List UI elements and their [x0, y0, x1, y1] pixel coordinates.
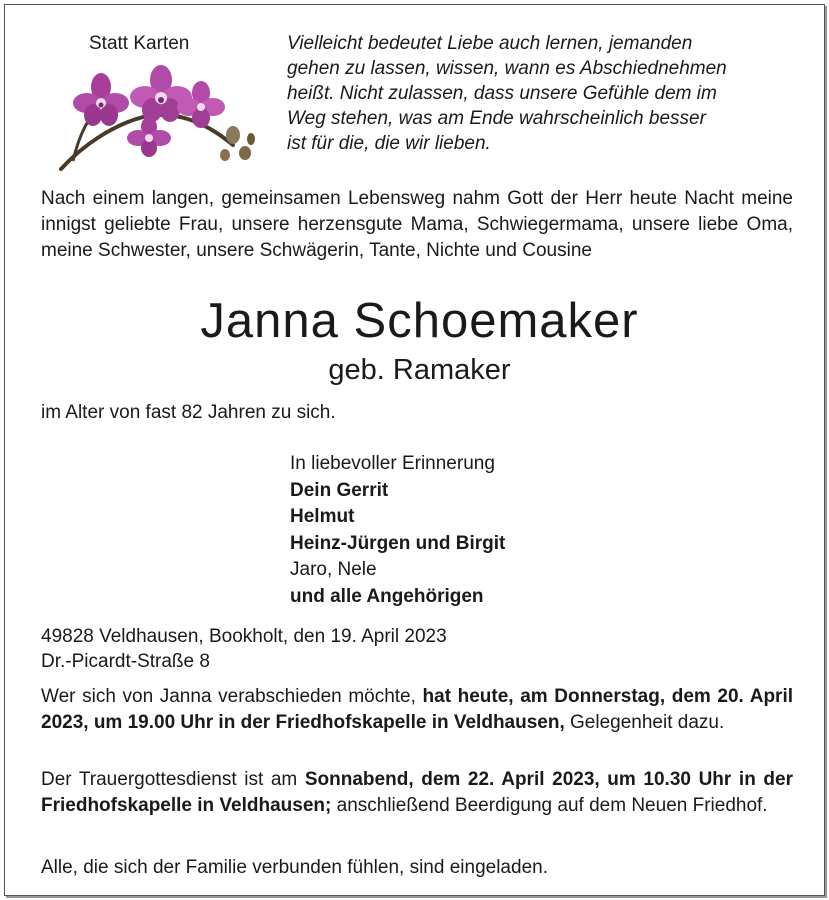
- service-paragraph: [41, 767, 793, 819]
- address-line: 49828 Veldhausen, Bookholt, den 19. April 2023: [41, 626, 447, 647]
- mourner-name: Dein Gerrit: [290, 479, 389, 501]
- mourners-intro: In liebevoller Erinnerung: [290, 453, 495, 474]
- farewell-paragraph: [41, 684, 793, 736]
- quote-line: Vielleicht bedeutet Liebe auch lernen, jemanden: [287, 33, 693, 54]
- poem-quote: [287, 31, 803, 156]
- service-pre: Der Trauergottesdienst ist am: [41, 769, 305, 790]
- deceased-name: Janna Schoemaker: [200, 294, 639, 348]
- mourner-name: Heinz-Jürgen und Birgit: [290, 532, 506, 554]
- statt-karten-label: Statt Karten: [89, 33, 190, 54]
- address-line: Dr.-Picardt-Straße 8: [41, 651, 210, 672]
- farewell-pre: Wer sich von Janna verabschieden möchte,: [41, 686, 423, 707]
- age-text: im Alter von fast 82 Jahren zu sich.: [41, 402, 336, 423]
- service-bold: Sonnabend, dem 22. April 2023, um 10.30 Uhr in der Friedhofskapelle in Veldhausen;: [41, 769, 793, 816]
- address-block: [41, 624, 447, 674]
- mourner-name: Helmut: [290, 506, 355, 527]
- intro-paragraph: Nach einem langen, gemeinsamen Lebensweg nahm Gott der Herr heute Nacht meine innigst geliebte Frau, unsere herzensgute Mama, Schwiegermama, unsere liebe Oma, meine Schwester, unsere Schwägerin, Tante, Nichte und Cousine: [41, 188, 793, 261]
- service-post: anschließend Beerdigung auf dem Neuen Friedhof.: [331, 795, 768, 816]
- orchid-icon: [53, 65, 263, 175]
- mourner-name: und alle Angehörigen: [290, 585, 484, 607]
- mourner-name: Jaro, Nele: [290, 559, 377, 580]
- closing-line: Alle, die sich der Familie verbunden fühlen, sind eingeladen.: [41, 857, 548, 878]
- quote-line: heißt. Nicht zulassen, dass unsere Gefühle dem im: [287, 83, 717, 104]
- mourners-block: [290, 451, 505, 610]
- quote-line: ist für die, die wir lieben.: [287, 133, 491, 154]
- obituary-notice: [4, 4, 825, 896]
- farewell-bold: hat heute, am Donnerstag, dem 20. April 2023, um 19.00 Uhr in der Friedhofskapelle in Veldhausen,: [41, 686, 794, 733]
- maiden-name: geb. Ramaker: [328, 354, 511, 386]
- farewell-post: Gelegenheit dazu.: [564, 712, 725, 733]
- quote-line: gehen zu lassen, wissen, wann es Abschiednehmen: [287, 58, 727, 79]
- quote-line: Weg stehen, was am Ende wahrscheinlich besser: [287, 108, 706, 129]
